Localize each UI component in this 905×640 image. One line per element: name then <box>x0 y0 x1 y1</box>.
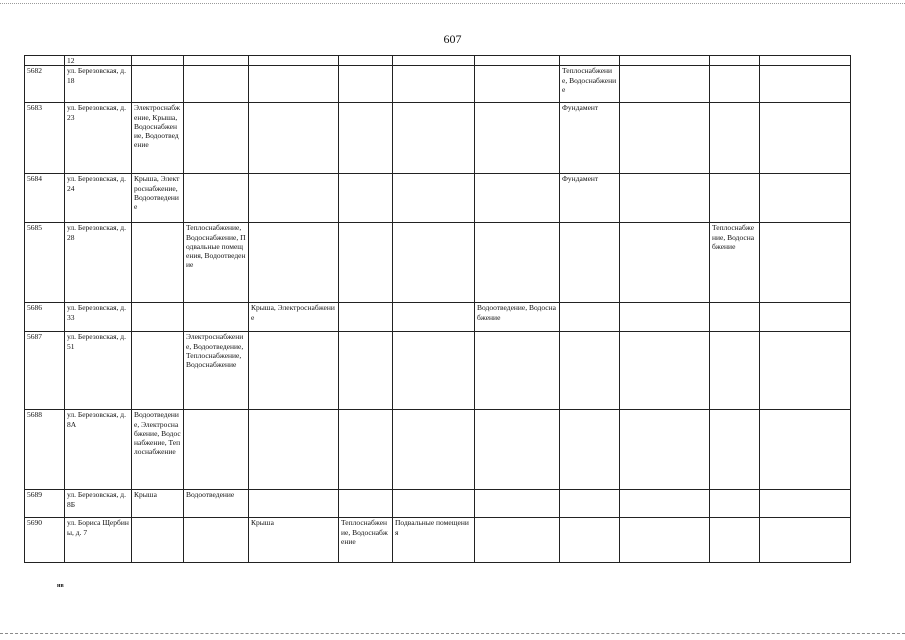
work-type-cell: Крыша <box>249 518 339 563</box>
work-type-cell <box>393 174 475 223</box>
work-type-cell: Крыша, Электроснабжение, Водоотведение <box>132 174 184 223</box>
header-cell <box>25 56 65 66</box>
work-type-cell <box>339 103 393 174</box>
work-type-cell: Фундамент <box>560 103 620 174</box>
table-row <box>25 223 851 303</box>
work-type-cell <box>249 410 339 490</box>
work-type-cell: Подвальные помещения <box>393 518 475 563</box>
work-type-cell <box>132 223 184 303</box>
work-type-cell <box>249 66 339 103</box>
work-type-cell <box>620 223 710 303</box>
work-type-cell <box>710 103 760 174</box>
header-cell <box>560 56 620 66</box>
work-type-cell <box>710 490 760 518</box>
work-type-cell <box>393 103 475 174</box>
table-row <box>25 410 851 490</box>
header-cell <box>393 56 475 66</box>
work-type-cell <box>475 490 560 518</box>
row-number-cell: 5682 <box>25 66 65 103</box>
address-cell: ул. Березовская, д. 23 <box>65 103 132 174</box>
header-cell: 12 <box>65 56 132 66</box>
address-cell: ул. Березовская, д. 8А <box>65 410 132 490</box>
work-type-cell: Водоотведение, Электроснабжение, Водоснабжение, Теплоснабжение <box>132 410 184 490</box>
work-type-cell <box>760 410 851 490</box>
table-row <box>25 518 851 563</box>
work-type-cell <box>710 410 760 490</box>
header-cell <box>339 56 393 66</box>
work-type-cell <box>249 103 339 174</box>
work-type-cell <box>760 303 851 332</box>
work-type-cell <box>249 490 339 518</box>
row-number-cell: 5684 <box>25 174 65 223</box>
scan-edge-bottom <box>0 633 905 634</box>
work-type-cell: Теплоснабжение, Водоснабжение, Подвальные помещения, Водоотведение <box>184 223 249 303</box>
table-row <box>25 490 851 518</box>
address-cell: ул. Бориса Щербины, д. 7 <box>65 518 132 563</box>
work-type-cell <box>249 174 339 223</box>
header-cell <box>760 56 851 66</box>
row-number-cell: 5690 <box>25 518 65 563</box>
footer-mark: нв <box>57 583 64 589</box>
work-type-cell <box>560 223 620 303</box>
work-type-cell <box>393 223 475 303</box>
work-type-cell <box>760 490 851 518</box>
header-cell <box>710 56 760 66</box>
work-type-cell <box>184 66 249 103</box>
work-type-cell: Теплоснабжение, Водоснабжение <box>560 66 620 103</box>
work-type-cell <box>710 332 760 410</box>
work-type-cell <box>760 103 851 174</box>
work-type-cell <box>184 303 249 332</box>
work-type-cell <box>710 66 760 103</box>
work-type-cell <box>393 490 475 518</box>
address-cell: ул. Березовская, д. 33 <box>65 303 132 332</box>
work-type-cell <box>710 174 760 223</box>
work-type-cell <box>339 303 393 332</box>
work-type-cell <box>760 223 851 303</box>
work-type-cell <box>620 490 710 518</box>
work-type-cell <box>560 410 620 490</box>
header-cell <box>184 56 249 66</box>
table-body <box>25 56 851 563</box>
table-header-row <box>25 56 851 66</box>
table-row <box>25 66 851 103</box>
work-type-cell <box>184 410 249 490</box>
work-type-cell <box>710 518 760 563</box>
table-row <box>25 303 851 332</box>
work-type-cell <box>620 103 710 174</box>
work-type-cell: Водоотведение <box>184 490 249 518</box>
row-number-cell: 5686 <box>25 303 65 332</box>
page-number: 607 <box>443 32 462 46</box>
work-type-cell <box>560 490 620 518</box>
work-type-cell: Электроснабжение, Водоотведение, Теплоснабжение, Водоснабжение <box>184 332 249 410</box>
work-type-cell <box>393 410 475 490</box>
work-type-cell <box>760 174 851 223</box>
work-type-cell <box>475 174 560 223</box>
work-type-cell <box>249 332 339 410</box>
work-type-cell <box>339 332 393 410</box>
row-number-cell: 5687 <box>25 332 65 410</box>
work-type-cell <box>475 103 560 174</box>
work-type-cell <box>339 410 393 490</box>
work-type-cell <box>249 223 339 303</box>
work-type-cell <box>620 332 710 410</box>
work-type-cell: Крыша, Электроснабжение <box>249 303 339 332</box>
work-type-cell <box>620 66 710 103</box>
work-type-cell: Водоотведение, Водоснабжение <box>475 303 560 332</box>
work-type-cell <box>560 518 620 563</box>
header-cell <box>620 56 710 66</box>
work-type-cell <box>620 518 710 563</box>
row-number-cell: 5689 <box>25 490 65 518</box>
work-type-cell <box>184 103 249 174</box>
address-cell: ул. Березовская, д. 51 <box>65 332 132 410</box>
work-type-cell <box>339 223 393 303</box>
repair-schedule-table <box>24 55 851 563</box>
work-type-cell <box>475 332 560 410</box>
address-cell: ул. Березовская, д. 24 <box>65 174 132 223</box>
work-type-cell <box>339 66 393 103</box>
work-type-cell <box>710 303 760 332</box>
work-type-cell <box>560 303 620 332</box>
work-type-cell <box>184 174 249 223</box>
scan-edge-top <box>0 3 905 4</box>
work-type-cell <box>393 332 475 410</box>
work-type-cell <box>132 66 184 103</box>
work-type-cell <box>132 332 184 410</box>
work-type-cell <box>184 518 249 563</box>
address-cell: ул. Березовская, д. 8Б <box>65 490 132 518</box>
header-cell <box>132 56 184 66</box>
work-type-cell <box>475 66 560 103</box>
row-number-cell: 5685 <box>25 223 65 303</box>
work-type-cell: Теплоснабжение, Водоснабжение <box>710 223 760 303</box>
work-type-cell <box>475 518 560 563</box>
row-number-cell: 5688 <box>25 410 65 490</box>
work-type-cell <box>560 332 620 410</box>
work-type-cell <box>760 518 851 563</box>
table-row <box>25 174 851 223</box>
work-type-cell <box>475 410 560 490</box>
table-row <box>25 332 851 410</box>
work-type-cell <box>620 410 710 490</box>
header-cell <box>475 56 560 66</box>
address-cell: ул. Березовская, д. 18 <box>65 66 132 103</box>
header-cell <box>249 56 339 66</box>
work-type-cell <box>339 490 393 518</box>
work-type-cell <box>760 332 851 410</box>
work-type-cell <box>132 518 184 563</box>
work-type-cell <box>393 303 475 332</box>
work-type-cell <box>132 303 184 332</box>
table-row <box>25 103 851 174</box>
work-type-cell: Фундамент <box>560 174 620 223</box>
work-type-cell <box>620 303 710 332</box>
address-cell: ул. Березовская, д. 28 <box>65 223 132 303</box>
work-type-cell: Электроснабжение, Крыша, Водоснабжение, Водоотведение <box>132 103 184 174</box>
work-type-cell <box>475 223 560 303</box>
work-type-cell <box>760 66 851 103</box>
work-type-cell <box>393 66 475 103</box>
work-type-cell: Крыша <box>132 490 184 518</box>
work-type-cell: Теплоснабжение, Водоснабжение <box>339 518 393 563</box>
row-number-cell: 5683 <box>25 103 65 174</box>
work-type-cell <box>339 174 393 223</box>
work-type-cell <box>620 174 710 223</box>
